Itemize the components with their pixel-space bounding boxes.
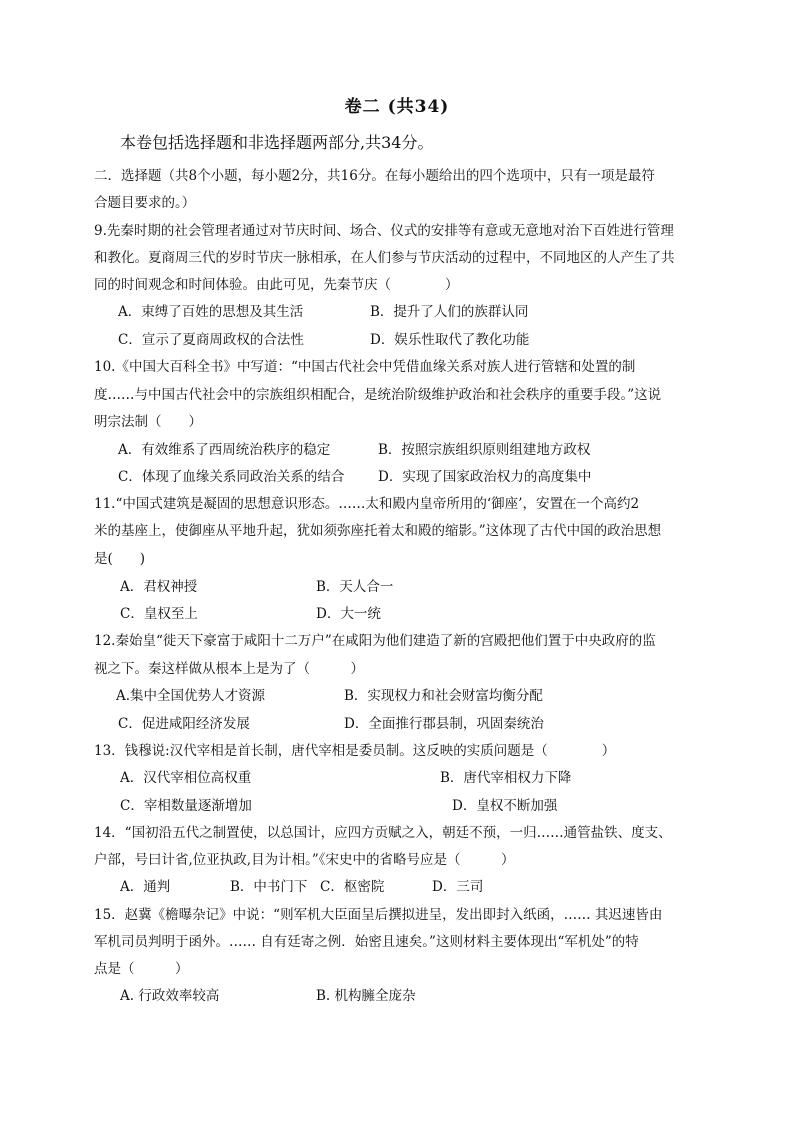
question-14-option-a: A．通判: [120, 879, 171, 895]
question-15-line: 军机司员判明于函外。…… 自有廷寄之例．始密且速矣。”这则材料主要体现出“军机处”的特: [94, 934, 639, 950]
question-9-option-c: C．宣示了夏商周政权的合法性: [118, 332, 304, 348]
question-10-option-c: C．体现了血缘关系同政治关系的结合: [118, 469, 345, 485]
question-11-line: 是( ): [94, 551, 146, 567]
question-9-line: 同的时间观念和时间体验。由此可见，先秦节庆（ ）: [94, 277, 459, 293]
question-11-option-d: D．大一统: [316, 606, 381, 622]
question-9-option-d: D．娱乐性取代了教化功能: [370, 332, 530, 348]
question-11-line: 米的基座上，使御座从平地升起，犹如须弥座托着太和殿的缩影。”这体现了古代中国的政治思想: [94, 523, 662, 539]
section-instruction-line: 合题目要求的。）: [94, 195, 196, 211]
question-11-option-b: B．天人合一: [316, 579, 394, 595]
question-10-line: 10.《中国大百科全书》中写道：“中国古代社会中凭借血缘关系对族人进行管辖和处置的制: [94, 359, 636, 375]
question-11-line: 11.“中国式建筑是凝固的思想意识形态。……太和殿内皇帝所用的‘御座’，安置在一个高约2: [94, 496, 640, 512]
question-12-line: 12.秦始皇“徙天下豪富于咸阳十二万户”在咸阳为他们建造了新的宫殿把他们置于中央政府的监: [94, 633, 656, 649]
question-11-option-a: A．君权神授: [120, 579, 198, 595]
question-15-option-b: B. 机构臃全庞杂: [316, 988, 416, 1004]
question-12-line: 视之下。秦这样做从根本上是为了（ ）: [94, 661, 364, 677]
question-15-line: 点是（ ）: [94, 961, 189, 977]
question-13-option-d: D．皇权不断加强: [452, 798, 558, 814]
question-10-option-a: A．有效维系了西周统治秩序的稳定: [118, 442, 331, 458]
question-13-option-c: C．宰相数量逐渐增加: [120, 798, 252, 814]
question-12-option-d: D．全面推行郡县制，巩固秦统治: [344, 716, 544, 732]
question-10-line: 度……与中国古代社会中的宗族组织相配合，是统治阶级维护政治和社会秩序的重要手段。”这说: [94, 387, 662, 403]
question-14-option-d: D．三司: [432, 879, 484, 895]
question-12-option-a: A.集中全国优势人才资源: [116, 688, 266, 704]
question-13-line: 13．钱穆说:汉代宰相是首长制，唐代宰相是委员制。这反映的实质问题是（ ）: [94, 743, 616, 759]
question-9-option-b: B．提升了人们的族群认同: [370, 304, 529, 320]
question-10-option-d: D．实现了国家政治权力的高度集中: [378, 469, 592, 485]
question-13-option-b: B．唐代宰相权力下降: [440, 770, 572, 786]
section-instruction-line: 二．选择题（共8个小题，每小题2分，共16分。在每小题给出的四个选项中，只有一项是最符: [94, 168, 655, 184]
section-intro: 本卷包括选择题和非选择题两部分,共34分。: [120, 133, 434, 152]
question-14-line: 14．“国初沿五代之制置使，以总国计，应四方贡赋之入，朝廷不预，一归……通管盐铁、度支、: [94, 825, 672, 841]
question-14-line: 户部，号曰计省,位亚执政,目为计相。”《宋史中的省略号应是（ ）: [94, 852, 515, 868]
question-12-option-b: B．实现权力和社会财富均衡分配: [344, 688, 543, 704]
question-13-option-a: A．汉代宰相位高权重: [120, 770, 252, 786]
question-14-option-c: C．枢密院: [320, 879, 385, 895]
question-12-option-c: C．促进咸阳经济发展: [118, 716, 250, 732]
question-15-line: 15．赵冀《檐曝杂记》中说：“则军机大臣面呈后撰拟进呈，发出即封入纸函，…… 其迟速皆由: [94, 907, 663, 923]
question-9-option-a: A．束缚了百姓的思想及其生活: [118, 304, 304, 320]
question-15-option-a: A. 行政效率较高: [120, 988, 220, 1004]
question-10-line: 明宗法制（ ）: [94, 414, 202, 430]
question-11-option-c: C．皇权至上: [120, 606, 198, 622]
question-9-line: 和教化。夏商周三代的岁时节庆一脉相承，在人们参与节庆活动的过程中，不同地区的人产生了共: [94, 250, 675, 266]
question-9-line: 9.先秦时期的社会管理者通过对节庆时间、场合、仪式的安排等有意或无意地对治下百姓进行管理: [94, 223, 674, 239]
page-title: 卷二 (共34): [344, 97, 450, 117]
question-10-option-b: B．按照宗族组织原则组建地方政权: [378, 442, 591, 458]
question-14-option-b: B．中书门下: [230, 879, 308, 895]
